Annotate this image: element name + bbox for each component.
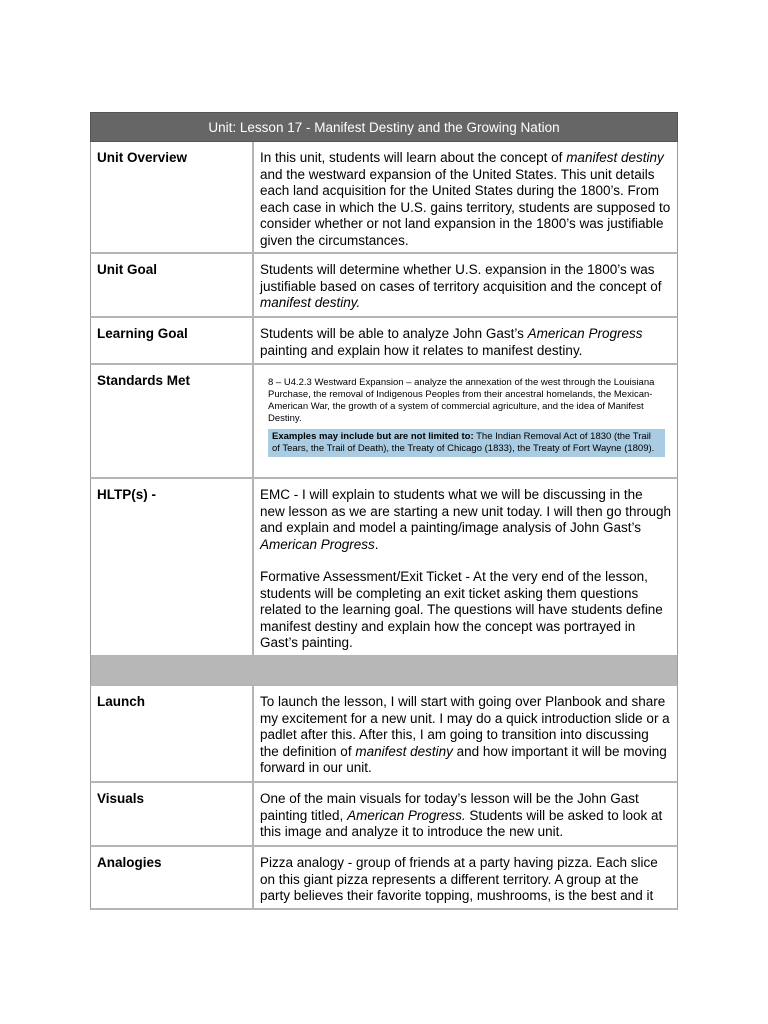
table-header: Unit: Lesson 17 - Manifest Destiny and the Growing Nation [90, 112, 678, 142]
row-content [254, 365, 677, 477]
text: Students will be asked to look at this image and analyze it to introduce the new unit. [260, 807, 663, 839]
row-launch [90, 686, 678, 783]
text: and how important it will be moving forward in our unit. [260, 743, 667, 775]
paragraph: Formative Assessment/Exit Ticket - At the very end of the lesson, students will be completing an exit ticket asking them questions related to the learning goal. The questions will have students define manifest destiny and explain how the concept was portrayed in Gast’s painting. [260, 569, 663, 650]
italic-text: American Progress. [347, 807, 466, 823]
examples-label: Examples may include but are not limited to: [272, 431, 474, 442]
row-content [254, 847, 677, 908]
row-hltp [90, 479, 678, 657]
paragraph [260, 487, 671, 553]
row-learning-goal [90, 318, 678, 365]
standard-text: 8 – U4.2.3 Westward Expansion – analyze the annexation of the west through the Louisiana Purchase, the removal of Indigenous Peoples from their ancestral homelands, the Mexican-American War, the growth of a system of commercial agriculture, and the idea of Manifest Destiny. [268, 377, 655, 424]
row-standards-met [90, 365, 678, 479]
row-visuals [90, 783, 678, 847]
text: To launch the lesson, I will start with going over Planbook and share my excitement for a new unit. I may do a quick introduction slide or a padlet after this. After this, I am going to transition into discussing the definition of [260, 694, 670, 759]
row-content [254, 254, 677, 316]
text: Pizza analogy - group of friends at a party having pizza. Each slice on this giant pizza represents a different territory. A group at the party believes their favorite topping, mushrooms, is the best and it [260, 855, 658, 903]
text: One of the main visuals for today’s lesson will be the John Gast painting titled, [260, 791, 639, 823]
text: painting and explain how it relates to manifest destiny. [260, 342, 583, 358]
row-content [254, 686, 677, 781]
row-label: Unit Goal [91, 254, 254, 316]
row-label: Visuals [91, 783, 254, 845]
text: Students will be able to analyze John Gast’s [260, 326, 528, 341]
row-label: HLTP(s) - [91, 479, 254, 655]
italic-text: American Progress [260, 536, 375, 552]
row-content [254, 783, 677, 845]
row-content [254, 318, 677, 363]
row-content [254, 479, 677, 655]
text: . [374, 536, 379, 552]
examples-box [268, 429, 665, 457]
text: EMC - I will explain to students what we will be discussing in the new lesson as we are starting a new unit today. I will then go through and explain and model a painting/image analysis of John Gast’s [260, 487, 671, 535]
row-content [254, 142, 677, 252]
row-label: Standards Met [91, 365, 254, 477]
italic-text: manifest destiny [355, 743, 453, 759]
italic-text: American Progress [527, 326, 643, 341]
row-label: Analogies [91, 847, 254, 908]
row-unit-goal [90, 254, 678, 318]
row-analogies [90, 847, 678, 910]
italic-text: manifest destiny. [260, 295, 361, 310]
row-unit-overview [90, 142, 678, 254]
text: In this unit, students will learn about the concept of [260, 150, 567, 165]
row-label: Unit Overview [91, 142, 254, 252]
paragraph-gap [260, 553, 671, 569]
row-label: Launch [91, 686, 254, 781]
row-label: Learning Goal [91, 318, 254, 363]
section-divider [90, 657, 678, 686]
text: Students will determine whether U.S. expansion in the 1800’s was justifiable based on cases of territory acquisition and the concept of [260, 262, 662, 294]
lesson-plan-table [90, 112, 678, 910]
examples-text: The Indian Removal Act of 1830 (the Trail of Tears, the Trail of Death), the Treaty of Chicago (1833), the Treaty of Fort Wayne (1809). [272, 431, 655, 454]
italic-text: manifest destiny [566, 150, 664, 165]
text: and the westward expansion of the United States. This unit details each land acquisition for the United States during the 1800’s. From each case in which the U.S. gains territory, students are supposed to consider whether or not land expansion in the 1800’s was justifiable given the circumstances. [260, 166, 671, 248]
